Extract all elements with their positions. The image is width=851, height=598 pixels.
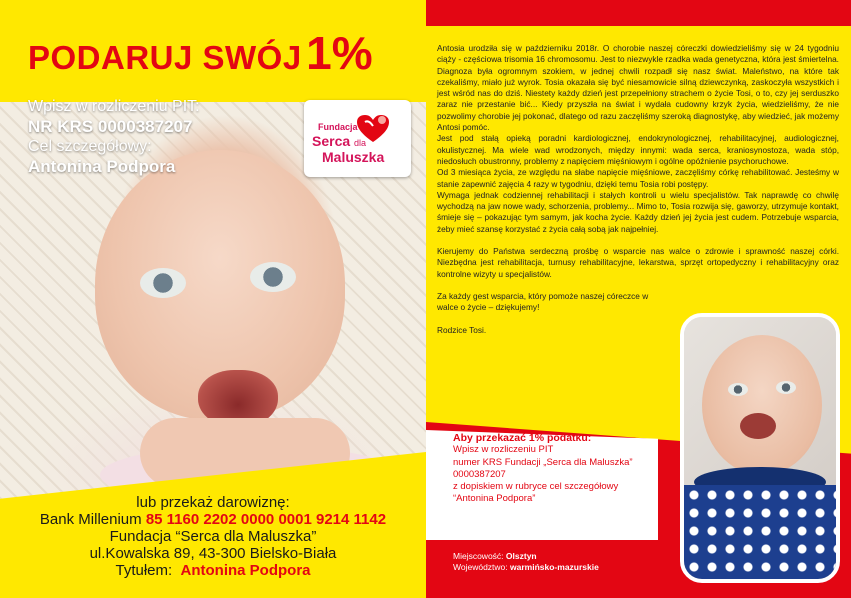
photo-eye-left — [140, 268, 186, 298]
logo-word-serca: Serca — [312, 133, 351, 149]
bank-label: Bank Millenium — [39, 511, 142, 528]
pit-label: Wpisz w rozliczeniu PIT: — [28, 98, 200, 115]
photo-eye-right — [250, 262, 296, 292]
logo-word-dla: dla — [354, 138, 367, 148]
second-baby-photo — [680, 313, 840, 583]
city-label: Miejscowość: — [453, 551, 504, 561]
thanks-paragraph: Za każdy gest wsparcia, który pomoże naszej córeczce w walce o życie – dziękujemy! — [437, 290, 649, 313]
foundation-logo — [304, 100, 411, 177]
headline — [28, 26, 373, 80]
photo2-mouth — [740, 413, 776, 439]
tax-line-1: Wpisz w rozliczeniu PIT — [453, 444, 554, 456]
krs-number: NR KRS 0000387207 — [28, 117, 193, 136]
photo2-dress — [684, 485, 836, 583]
story-text — [437, 43, 839, 336]
transfer-title-value: Antonina Podpora — [180, 562, 311, 579]
tax-heading: Aby przekazać 1% podatku: — [453, 432, 592, 444]
donation-details — [0, 494, 426, 579]
headline-text: PODARUJ SWÓJ — [28, 39, 302, 76]
top-red-band — [426, 0, 851, 26]
region-label: Województwo: — [453, 562, 508, 572]
photo2-face — [702, 335, 822, 475]
tax-line-4: z dopiskiem w rubryce cel szczegółowy — [453, 481, 619, 493]
photo2-eye-right — [776, 381, 796, 394]
donation-intro: lub przekaż darowiznę: — [136, 494, 290, 511]
paragraph-gap — [437, 235, 839, 246]
goal-name: Antonina Podpora — [28, 157, 176, 176]
city-line — [453, 551, 599, 562]
pit-instructions — [28, 97, 200, 177]
story-paragraph: Jest pod stałą opieką poradni kardiologicznej, endokrynologicznej, rehabilitacyjnej, audiologicznej, okulistycznej. Ma wiele wad wrodzonych, między innymi: wada serca, kraniosynostoza, wada stóp, niedosłuch obustronny, problemy z napięciem mięśniowym i ogólne opóźnienie psychoruchowe. — [437, 133, 839, 166]
tax-instructions — [453, 432, 673, 506]
story-paragraph: Od 3 miesiąca życia, ze względu na słabe napięcie mięśniowe, zaczęliśmy córkę rehabilitować. Jesteśmy w stanie zapewnić zajęcia 4 razy w tygodniu, dzięki temu Tosia robi postępy. — [437, 167, 839, 189]
tax-line-3: 0000387207 — [453, 468, 506, 480]
paragraph-gap — [437, 280, 839, 291]
logo-line-2 — [312, 134, 406, 150]
story-paragraph: Antosia urodziła się w październiku 2018r. O chorobie naszej córeczki dowiedzieliśmy się w 24 tygodniu ciąży - częściowa trisomia 16 chromosomu. Jest to niezwykle rzadka wada genetyczna, która jest śmiertelna. Diagnoza była ogromnym szokiem, w jednej chwili rozpadł się nasz świat. Maleństwo, na które tak czekaliśmy, miało już wyrok. Tosia okazała się być niesamowicie silną dziewczynką, zaskoczyła wszystkich i jest wśród nas do dziś. Niestety każdy dzień jest przepełniony strachem o życie Tosi, o to, czy jej serduszko zaraz nie przestanie bić... Kiedy przyszła na świat i wydała cudowny krzyk życia, wiedzieliśmy, że nie pozwolimy chorobie jej pokonać, dlatego od razu zaczęliśmy szeroką diagnostykę, aby wiedzieć, jak możemy Antosi pomóc. — [437, 43, 839, 133]
photo2-eye-left — [728, 383, 748, 396]
right-panel — [426, 0, 851, 598]
goal-label: Cel szczegółowy: — [28, 138, 152, 155]
region-value: warmińsko-mazurskie — [510, 562, 599, 572]
logo-line-1: Fundacja — [318, 122, 358, 132]
tax-line-2: numer KRS Fundacji „Serca dla Maluszka” — [453, 456, 633, 468]
city-value: Olsztyn — [505, 551, 537, 561]
transfer-title-label: Tytułem: — [115, 562, 173, 579]
transfer-title-line — [0, 562, 426, 579]
tax-line-5: “Antonina Podpora” — [453, 493, 536, 505]
location — [453, 551, 599, 573]
foundation-name: Fundacja “Serca dla Maluszka” — [109, 528, 317, 545]
story-paragraph: Wymaga jednak codziennej rehabilitacji i stałych kontroli u wielu specjalistów. Tak naprawdę co chwilę wychodzą na jaw nowe wady, schorzenia, problemy... Mimo to, Tosia rozwija się, gaworzy, utrzymuje kontakt, śmieje się – pokazując tym samym, jak kocha życie. Każdy dzień jej życia jest cudem. Potrzebuje wsparcia, żeby mieć szansę korzystać z życia całą sobą jak najpełniej. — [437, 189, 839, 234]
region-line — [453, 562, 599, 573]
appeal-paragraph: Kierujemy do Państwa serdeczną prośbę o wsparcie nas walce o zdrowie i sprawność naszej córki. Niezbędna jest rehabilitacja, turnusy rehabilitacyjne, lekarstwa, sprzęt ortopedyczny i rehabilitacyjny oraz kontrolne wizyty u specjalistów. — [437, 246, 839, 279]
signature: Rodzice Tosi. — [437, 324, 487, 335]
bank-line — [0, 511, 426, 528]
foundation-address: ul.Kowalska 89, 43-300 Bielsko-Biała — [89, 545, 337, 562]
bank-account: 85 1160 2202 0000 0001 9214 1142 — [145, 511, 387, 528]
logo-wordmark — [312, 120, 406, 164]
logo-line-3: Maluszka — [322, 149, 385, 165]
headline-percent: 1% — [306, 27, 373, 79]
